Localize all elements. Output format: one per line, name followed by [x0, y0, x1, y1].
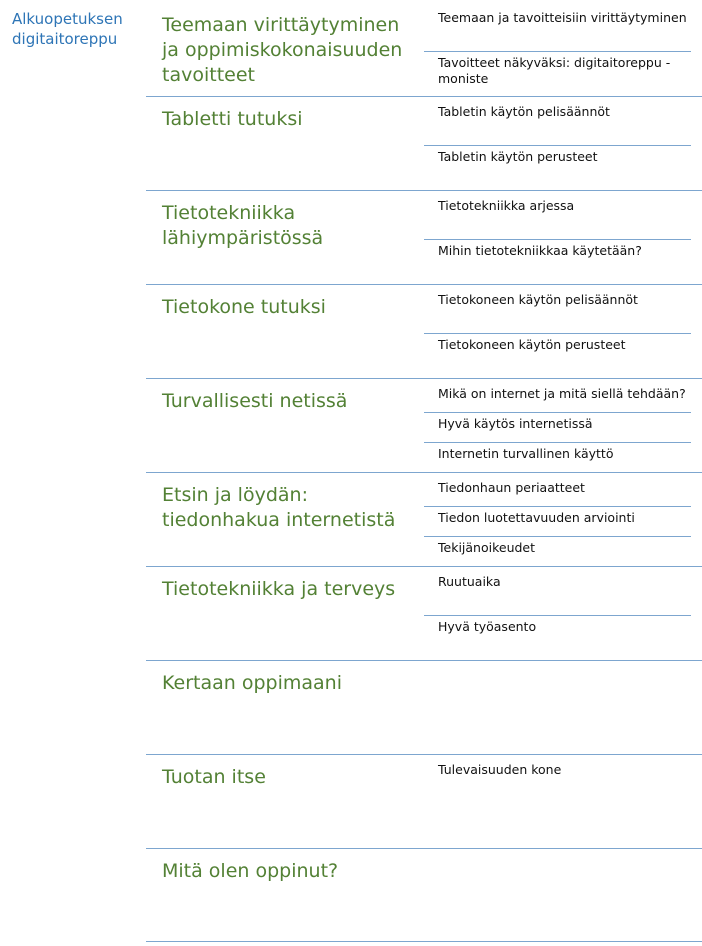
subtopic-item: Mihin tietotekniikkaa käytetään?: [438, 243, 642, 258]
subtopic-divider: [424, 145, 691, 146]
subtopic-item: Tietokoneen käytön pelisäännöt: [438, 292, 638, 307]
topic-row: [146, 849, 702, 943]
subtopic-item: Tavoitteet näkyväksi: digitaitoreppu - moniste: [438, 55, 671, 86]
subtopic-divider: [424, 615, 691, 616]
topic-row: [146, 661, 702, 755]
subtopic-item: Hyvä käytös internetissä: [438, 416, 593, 431]
subtopic-item: Tiedon luotettavuuden arviointi: [438, 510, 635, 525]
subtopic-divider: [424, 239, 691, 240]
subtopic-divider: [424, 536, 691, 537]
topic-row: [146, 191, 702, 285]
subtopic-divider: [424, 51, 691, 52]
topic-row: [146, 285, 702, 379]
topic-heading: Etsin ja löydän: tiedonhakua internetistä: [162, 484, 396, 531]
topic-heading: Turvallisesti netissä: [162, 390, 348, 412]
subtopic-divider: [424, 506, 691, 507]
subtopic-divider: [424, 412, 691, 413]
subtopic-item: Tietokoneen käytön perusteet: [438, 337, 626, 352]
subtopic-divider: [424, 333, 691, 334]
topic-row: [146, 97, 702, 191]
subtopic-item: Tekijänoikeudet: [438, 540, 536, 555]
topic-heading: Tietotekniikka lähiympäristössä: [162, 202, 324, 249]
page-title: Alkuopetuksen digitaitoreppu: [12, 10, 123, 48]
topic-heading: Tabletti tutuksi: [162, 108, 303, 130]
subtopic-item: Mikä on internet ja mitä siellä tehdään?: [438, 386, 686, 401]
topic-row: [146, 473, 702, 567]
topic-heading: Tuotan itse: [162, 766, 266, 788]
subtopic-item: Tabletin käytön perusteet: [438, 149, 598, 164]
subtopic-item: Tiedonhaun periaatteet: [438, 480, 585, 495]
subtopic-divider: [424, 442, 691, 443]
subtopic-item: Internetin turvallinen käyttö: [438, 446, 614, 461]
subtopic-item: Tulevaisuuden kone: [438, 762, 562, 777]
topic-heading: Tietokone tutuksi: [162, 296, 326, 318]
topic-heading: Kertaan oppimaani: [162, 672, 342, 694]
topic-heading: Mitä olen oppinut?: [162, 860, 339, 882]
subtopic-item: Hyvä työasento: [438, 619, 537, 634]
topic-heading: Tietotekniikka ja terveys: [162, 578, 396, 600]
subtopic-item: Teemaan ja tavoitteisiin virittäytyminen: [438, 10, 687, 25]
topic-row: [146, 567, 702, 661]
topic-heading: Teemaan virittäytyminen ja oppimiskokonaisuuden tavoitteet: [162, 14, 403, 86]
subtopic-item: Tabletin käytön pelisäännöt: [438, 104, 610, 119]
topic-row: [146, 3, 702, 97]
topic-row: [146, 755, 702, 849]
subtopic-item: Ruutuaika: [438, 574, 501, 589]
row-divider: [146, 941, 702, 942]
topic-row: [146, 379, 702, 473]
subtopic-item: Tietotekniikka arjessa: [438, 198, 575, 213]
